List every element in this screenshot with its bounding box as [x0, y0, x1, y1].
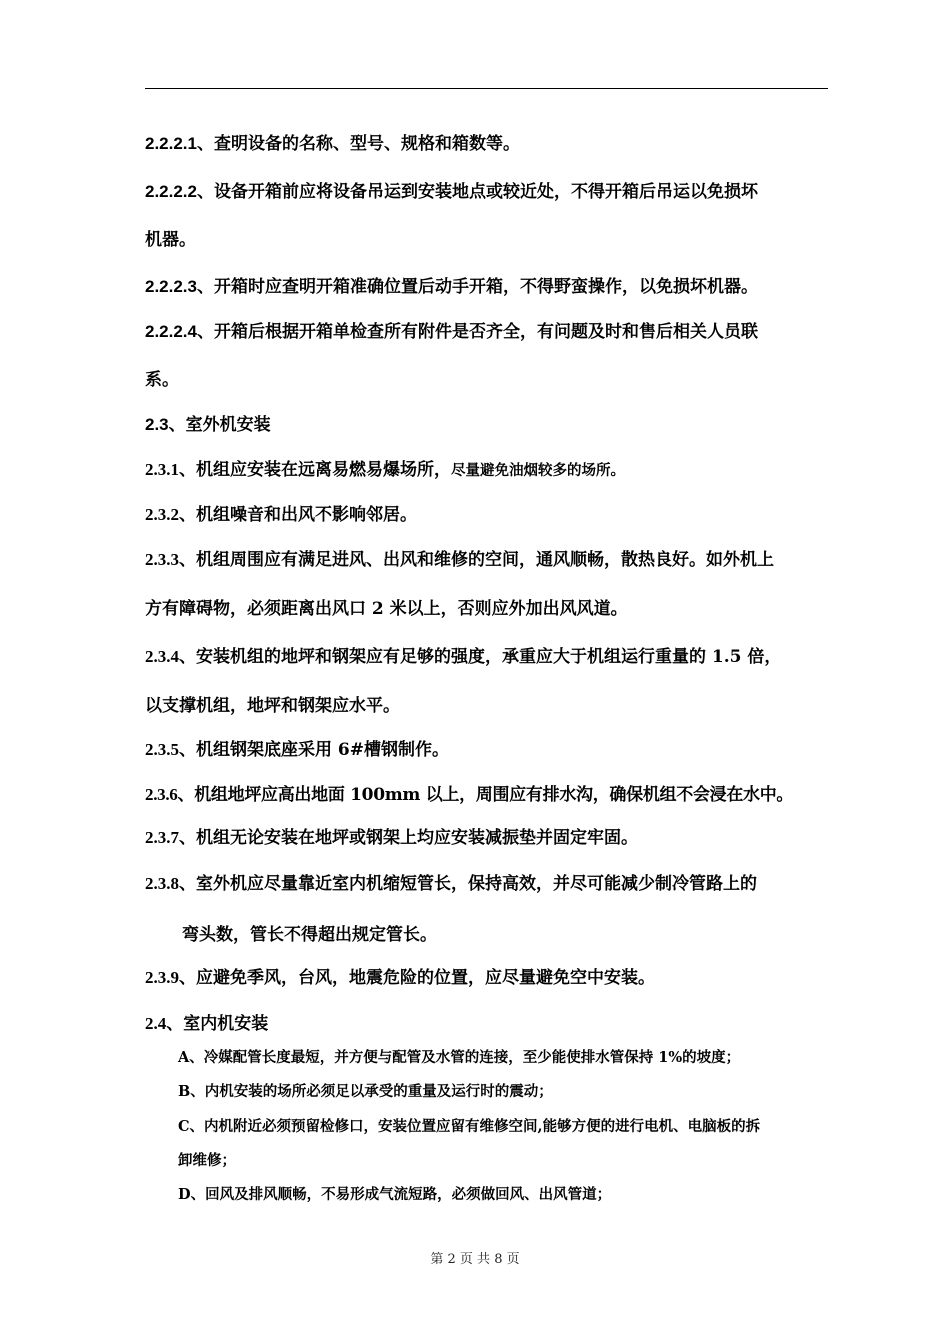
- paragraph-2-2-2-4-cont: 系。: [145, 370, 179, 390]
- paragraph-2-3-9: 2.3.9、应避免季风，台风，地震危险的位置，应尽量避免空中安装。: [145, 968, 655, 988]
- paragraph-2-3-3: 2.3.3、机组周围应有满足进风、出风和维修的空间，通风顺畅，散热良好。如外机上: [145, 550, 774, 570]
- item-c: C、内机附近必须预留检修口，安装位置应留有维修空间,能够方便的进行电机、电脑板的拆: [178, 1118, 761, 1135]
- paragraph-2-3-1: 2.3.1、机组应安装在远离易燃易爆场所，尽量避免油烟较多的场所。: [145, 460, 625, 480]
- paragraph-2-3-8-cont: 弯头数，管长不得超出规定管长。: [182, 925, 437, 945]
- paragraph-2-3-5: 2.3.5、机组钢架底座采用 6#槽钢制作。: [145, 740, 449, 760]
- paragraph-2-2-2-3: 2.2.2.3、开箱时应查明开箱准确位置后动手开箱，不得野蛮操作，以免损坏机器。: [145, 277, 758, 297]
- paragraph-2-3-8: 2.3.8、室外机应尽量靠近室内机缩短管长，保持高效，并尽可能减少制冷管路上的: [145, 874, 757, 894]
- paragraph-2-3-3-cont: 方有障碍物，必须距离出风口 2 米以上，否则应外加出风风道。: [145, 599, 628, 619]
- section-2-3-heading: 2.3、室外机安装: [145, 415, 271, 435]
- item-d: D、回风及排风顺畅，不易形成气流短路，必须做回风、出风管道；: [178, 1186, 612, 1203]
- paragraph-2-2-2-2: 2.2.2.2、设备开箱前应将设备吊运到安装地点或较近处，不得开箱后吊运以免损坏: [145, 182, 758, 202]
- paragraph-2-3-7: 2.3.7、机组无论安装在地坪或钢架上均应安装减振垫并固定牢固。: [145, 828, 638, 848]
- item-a: A、冷媒配管长度最短，并方便与配管及水管的连接，至少能使排水管保持 1%的坡度；: [178, 1049, 741, 1066]
- section-2-4-heading: 2.4、室内机安装: [145, 1014, 269, 1034]
- item-c-cont: 卸维修；: [178, 1152, 236, 1169]
- paragraph-2-3-6: 2.3.6、机组地坪应高出地面 100mm 以上，周围应有排水沟，确保机组不会浸在水中。: [145, 785, 794, 805]
- paragraph-2-2-2-1: 2.2.2.1、查明设备的名称、型号、规格和箱数等。: [145, 134, 520, 154]
- paragraph-2-2-2-2-cont: 机器。: [145, 230, 196, 250]
- paragraph-2-2-2-4: 2.2.2.4、开箱后根据开箱单检查所有附件是否齐全，有问题及时和售后相关人员联: [145, 322, 758, 342]
- item-b: B、内机安装的场所必须足以承受的重量及运行时的震动；: [178, 1083, 553, 1100]
- paragraph-2-3-4: 2.3.4、安装机组的地坪和钢架应有足够的强度，承重应大于机组运行重量的 1.5 倍，: [145, 647, 782, 667]
- paragraph-2-3-4-cont: 以支撑机组，地坪和钢架应水平。: [145, 696, 400, 716]
- header-rule: [145, 88, 828, 89]
- paragraph-2-3-2: 2.3.2、机组噪音和出风不影响邻居。: [145, 505, 417, 525]
- page-footer: 第 2 页 共 8 页: [430, 1252, 520, 1267]
